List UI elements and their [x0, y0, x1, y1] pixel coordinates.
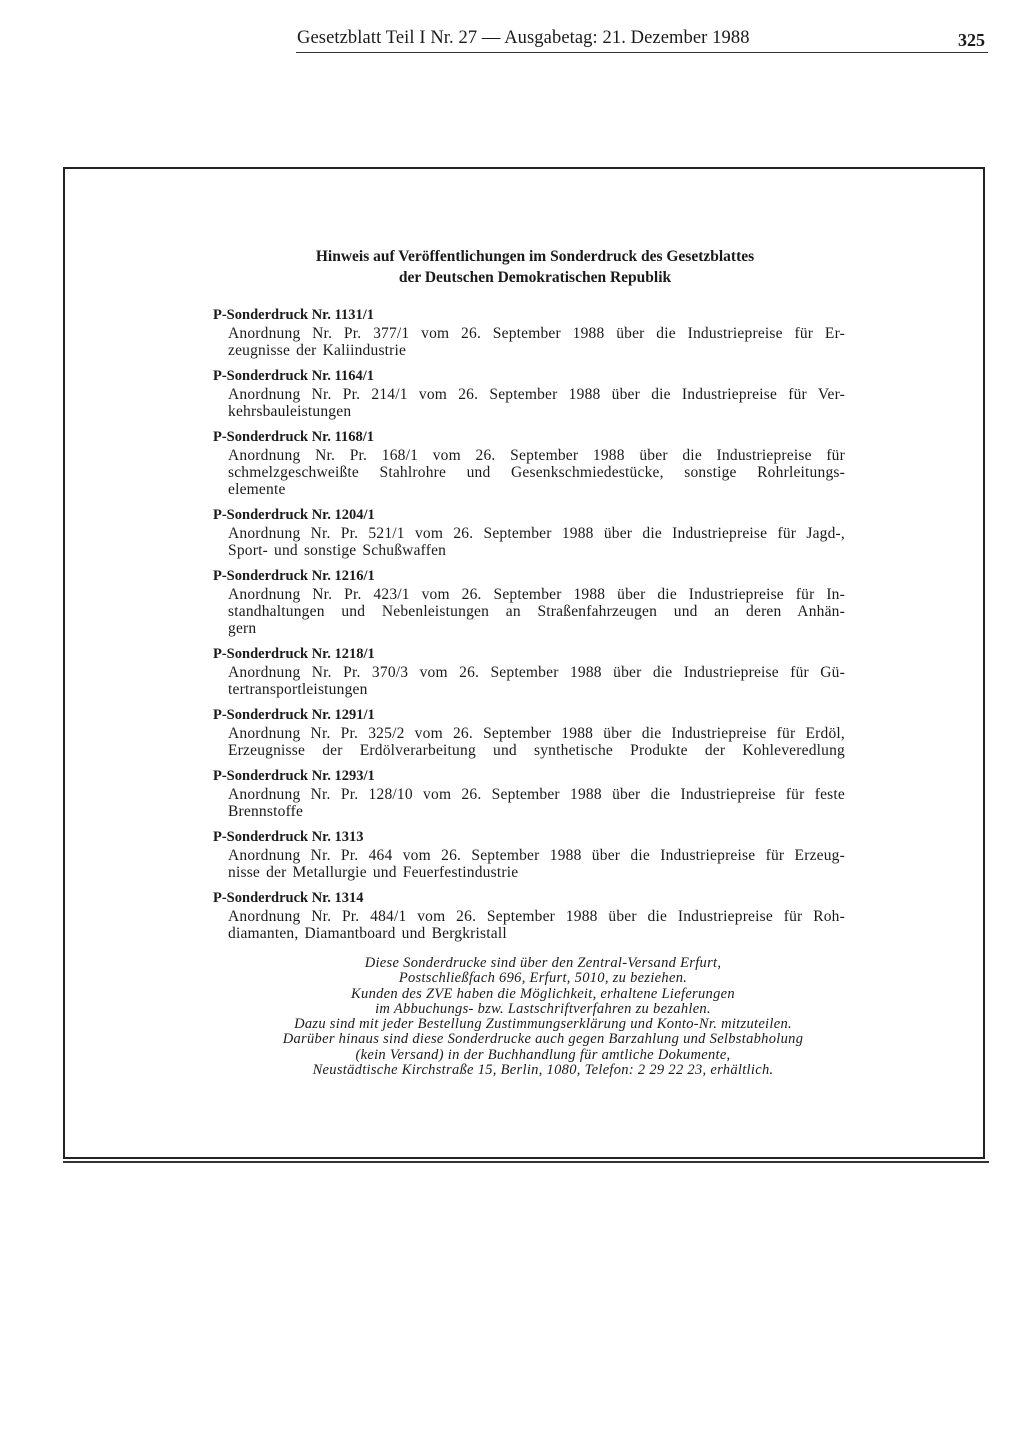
page-number: 325	[958, 30, 985, 50]
entry-list	[213, 306, 845, 950]
entry-heading: P-Sonderdruck Nr. 1313	[213, 829, 364, 845]
entry-line: nisse der Metallurgie und Feuerfestindustrie	[228, 864, 519, 881]
entry-description	[228, 386, 845, 420]
entry-line: Anordnung Nr. Pr. 464 vom 26. September 1988 über die Industriepreise für Erzeug-	[228, 847, 845, 864]
entry-description	[228, 786, 845, 820]
list-item	[213, 367, 845, 420]
list-item	[213, 706, 845, 759]
note-line: Diese Sonderdrucke sind über den Zentral-Versand Erfurt,	[364, 955, 722, 971]
entry-line: Brennstoffe	[228, 803, 304, 820]
list-item	[213, 828, 845, 881]
note-line: Kunden des ZVE haben die Möglichkeit, erhaltene Lieferungen	[351, 985, 735, 1002]
entry-line: gern	[228, 620, 257, 637]
entry-line: Erzeugnisse der Erdölverarbeitung und synthetische Produkte der Kohleveredlung	[228, 742, 845, 759]
entry-line: Anordnung Nr. Pr. 377/1 vom 26. September 1988 über die Industriepreise für Er-	[228, 325, 845, 342]
note-line: Postschließfach 696, Erfurt, 5010, zu beziehen.	[398, 970, 688, 987]
entry-description	[228, 525, 845, 559]
notice-title-line: der Deutschen Demokratischen Republik	[398, 269, 672, 286]
entry-line: Anordnung Nr. Pr. 214/1 vom 26. September 1988 über die Industriepreise für Ver-	[228, 386, 845, 403]
entry-description	[228, 664, 845, 698]
list-item	[213, 506, 845, 559]
entry-line: standhaltungen und Nebenleistungen an Straßenfahrzeugen und an deren Anhän-	[228, 603, 845, 620]
entry-description	[228, 725, 845, 759]
list-item	[213, 767, 845, 820]
entry-heading: P-Sonderdruck Nr. 1291/1	[213, 707, 375, 723]
entry-line: schmelzgeschweißte Stahlrohre und Gesenkschmiedestücke, sonstige Rohrleitungs-	[228, 464, 845, 481]
list-item	[213, 645, 845, 698]
entry-line: tertransportleistungen	[228, 681, 368, 698]
entry-line: Anordnung Nr. Pr. 128/10 vom 26. September 1988 über die Industriepreise für feste	[228, 786, 845, 803]
entry-heading: P-Sonderdruck Nr. 1204/1	[213, 507, 375, 523]
list-item	[213, 889, 845, 942]
entry-line: Sport- und sonstige Schußwaffen	[228, 542, 447, 559]
entry-description	[228, 325, 845, 359]
entry-heading: P-Sonderdruck Nr. 1168/1	[213, 429, 374, 445]
box-bottom-rule	[63, 1161, 989, 1163]
note-line: Dazu sind mit jeder Bestellung Zustimmungserklärung und Konto-Nr. mitzuteilen.	[294, 1016, 792, 1033]
entry-line: zeugnisse der Kaliindustrie	[228, 342, 407, 359]
header-rule	[296, 52, 988, 53]
note-line: (kein Versand) in der Buchhandlung für amtliche Dokumente,	[355, 1046, 731, 1063]
entry-line: Anordnung Nr. Pr. 423/1 vom 26. September 1988 über die Industriepreise für In-	[228, 586, 845, 603]
entry-description	[228, 908, 845, 942]
entry-description	[228, 447, 845, 498]
entry-line: Anordnung Nr. Pr. 325/2 vom 26. September 1988 über die Industriepreise für Erdöl,	[228, 725, 845, 742]
entry-line: Anordnung Nr. Pr. 484/1 vom 26. September 1988 über die Industriepreise für Roh-	[228, 908, 845, 925]
entry-heading: P-Sonderdruck Nr. 1293/1	[213, 768, 375, 784]
list-item	[213, 428, 845, 498]
entry-heading: P-Sonderdruck Nr. 1314	[213, 890, 364, 906]
entry-line: diamanten, Diamantboard und Bergkristall	[228, 925, 507, 942]
note-line: Neustädtische Kirchstraße 15, Berlin, 1080, Telefon: 2 29 22 23, erhältlich.	[312, 1062, 774, 1079]
list-item	[213, 567, 845, 637]
ordering-note	[205, 956, 881, 1078]
entry-line: Anordnung Nr. Pr. 168/1 vom 26. September 1988 über die Industriepreise für	[228, 447, 845, 464]
header-title: Gesetzblatt Teil I Nr. 27 — Ausgabetag: 21. Dezember 1988	[297, 28, 750, 48]
note-line: im Abbuchungs- bzw. Lastschriftverfahren zu bezahlen.	[375, 1000, 711, 1017]
entry-description	[228, 847, 845, 881]
entry-heading: P-Sonderdruck Nr. 1131/1	[213, 307, 374, 323]
list-item	[213, 306, 845, 359]
entry-heading: P-Sonderdruck Nr. 1216/1	[213, 568, 375, 584]
entry-line: elemente	[228, 481, 286, 498]
entry-heading: P-Sonderdruck Nr. 1164/1	[213, 368, 374, 384]
entry-line: Anordnung Nr. Pr. 370/3 vom 26. September 1988 über die Industriepreise für Gü-	[228, 664, 845, 681]
entry-line: Anordnung Nr. Pr. 521/1 vom 26. September 1988 über die Industriepreise für Jagd-,	[228, 525, 845, 542]
entry-line: kehrsbauleistungen	[228, 403, 352, 420]
notice-title-line: Hinweis auf Veröffentlichungen im Sonderdruck des Gesetzblattes	[315, 248, 755, 265]
entry-heading: P-Sonderdruck Nr. 1218/1	[213, 646, 375, 662]
page-header	[0, 28, 1024, 54]
notice-title	[215, 246, 855, 288]
notice-box	[63, 167, 985, 1159]
entry-description	[228, 586, 845, 637]
note-line: Darüber hinaus sind diese Sonderdrucke auch gegen Barzahlung und Selbstabholung	[282, 1031, 804, 1048]
